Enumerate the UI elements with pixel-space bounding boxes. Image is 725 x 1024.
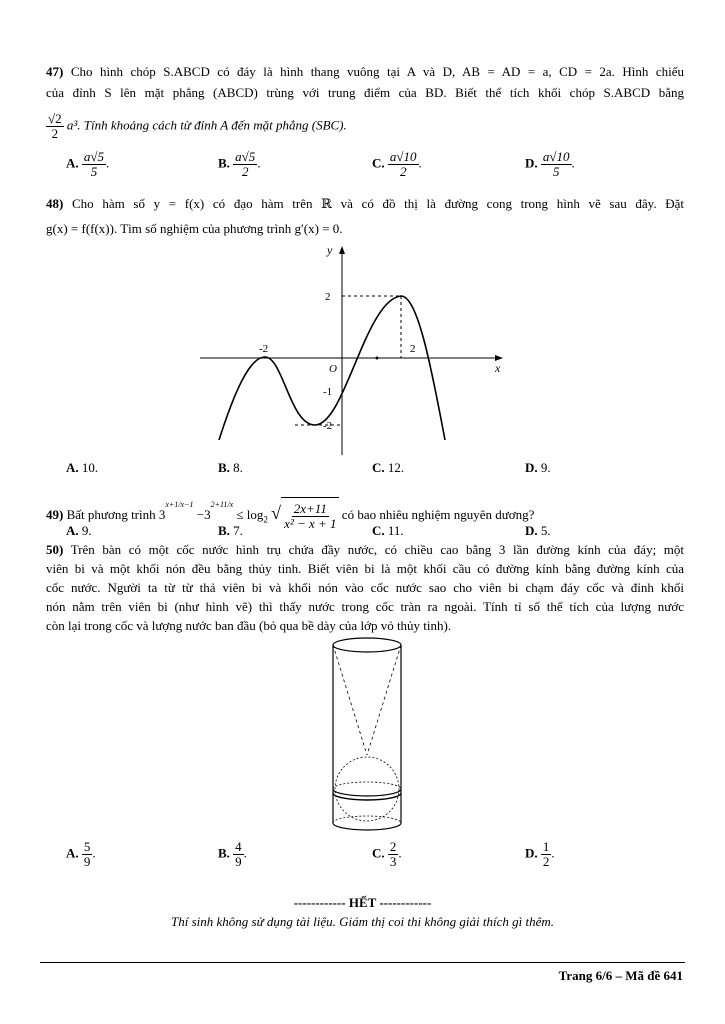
q50-option-a-den: 9 bbox=[83, 854, 91, 869]
q50-option-d[interactable]: D. $\frac{1}{2}$ . bbox=[525, 839, 555, 869]
q48-option-c-value: 12. bbox=[387, 460, 405, 475]
q50-option-c-num: 2 bbox=[389, 839, 397, 854]
q50-option-d-label: D. bbox=[525, 845, 538, 861]
q50-option-a-label: A. bbox=[66, 845, 79, 861]
q47-line3 bbox=[46, 112, 684, 141]
q50-option-b-den: 9 bbox=[235, 854, 242, 869]
q47-line2 bbox=[46, 83, 684, 102]
q47-option-d-num: a√10 bbox=[542, 149, 570, 164]
graph-origin-label: O bbox=[329, 363, 337, 375]
q47-option-b-label: B. bbox=[218, 155, 230, 171]
water-line-front bbox=[333, 789, 401, 796]
q48-option-d[interactable] bbox=[525, 460, 551, 476]
q50-option-d-den: 2 bbox=[542, 854, 550, 869]
cylinder-bottom-back bbox=[333, 816, 401, 823]
q48-option-a[interactable] bbox=[66, 460, 98, 476]
q48-line1 bbox=[46, 194, 684, 213]
q47-option-b-num: a√5 bbox=[235, 149, 256, 164]
q50-line2 bbox=[46, 559, 684, 578]
q50-text-5: còn lại trong cốc và lượng nước ban đầu (bỏ qua bề dày của lớp vỏ thủy tinh). bbox=[46, 618, 452, 633]
q49-frac-num: 2x+11 bbox=[293, 500, 327, 516]
q48-option-c[interactable] bbox=[372, 460, 404, 476]
q49-prefix: Bất phương trình bbox=[66, 507, 156, 522]
q47-volume-fraction bbox=[46, 112, 64, 141]
q47-text-1: Cho hình chóp S.ABCD có đáy là hình thang vuông tại A và D, AB = AD = a, CD = 2a. Hình chiếu bbox=[70, 64, 684, 79]
q47-option-a-num: a√5 bbox=[83, 149, 105, 164]
graph-y-arrow bbox=[339, 246, 345, 254]
q47-option-d-label: D. bbox=[525, 155, 538, 171]
page-footer: Trang 6/6 – Mã đề 641 bbox=[558, 968, 683, 983]
graph-y-label: y bbox=[327, 243, 333, 257]
q48-graph bbox=[195, 240, 515, 460]
q48-option-a-value: 10. bbox=[81, 460, 99, 475]
q48-option-c-label: C. bbox=[372, 460, 385, 475]
cylinder-bottom bbox=[333, 823, 401, 830]
q49-frac-den: x² − x + 1 bbox=[284, 515, 337, 531]
q50-text-3: cốc nước. Người ta từ từ thả viên bi và khối nón vào cốc nước sao cho viên bi chạm đáy cốc và đỉnh khối bbox=[46, 580, 684, 595]
q48-option-a-label: A. bbox=[66, 460, 79, 475]
graph-x-label: x bbox=[495, 361, 501, 375]
cone-left bbox=[333, 645, 367, 755]
q49-number: 49) bbox=[46, 507, 64, 522]
q50-option-c-den: 3 bbox=[389, 854, 397, 869]
q48-option-d-label: D. bbox=[525, 460, 538, 475]
q48-option-b-label: B. bbox=[218, 460, 230, 475]
q48-option-d-value: 9. bbox=[540, 460, 551, 475]
q50-option-a[interactable]: A. $\frac{5}{9}$ . bbox=[66, 839, 96, 869]
q47-volume-den: 2 bbox=[51, 126, 59, 141]
q50-text-4: nón nằm trên viên bi (như hình vẽ) thì thấy nước trong cốc tràn ra ngoài. Tính tỉ số thể tích của lượng nước bbox=[46, 599, 684, 614]
graph-tick-y-neg2: -2 bbox=[323, 420, 333, 432]
q47-option-a[interactable]: A. $\frac{a√5}{5}$ . bbox=[66, 149, 110, 179]
q50-text-2: viên bi và một khối nón đều bằng thủy tinh. Biết viên bi là một khối cầu có đường kính bằng đường kính của bbox=[46, 561, 684, 576]
q48-option-b-value: 8. bbox=[233, 460, 243, 475]
q50-cylinder-figure bbox=[322, 635, 412, 835]
q49-log-base: 2 bbox=[263, 514, 268, 525]
q47-option-c-label: C. bbox=[372, 155, 385, 171]
q50-option-c[interactable]: C. $\frac{2}{3}$ . bbox=[372, 839, 402, 869]
q49-option-d-label: D. bbox=[525, 523, 538, 538]
q50-option-a-num: 5 bbox=[83, 839, 91, 854]
q50-option-d-num: 1 bbox=[542, 839, 550, 854]
sphere bbox=[335, 757, 399, 821]
q50-line4 bbox=[46, 597, 684, 616]
cone-right bbox=[367, 645, 401, 755]
q47-text-3: a³. Tính khoảng cách từ đỉnh A đến mặt phẳng (SBC). bbox=[66, 117, 347, 133]
q47-option-a-den: 5 bbox=[90, 164, 98, 179]
q49-exp2: 2+11/x bbox=[210, 500, 234, 509]
q50-line5 bbox=[46, 616, 684, 635]
q47-option-c[interactable]: C. $\frac{a√10}{2}$ . bbox=[372, 149, 422, 179]
q50-option-b[interactable]: B. $\frac{4}{9}$ . bbox=[218, 839, 247, 869]
graph-tick-x-neg2: -2 bbox=[259, 343, 269, 355]
graph-tick-y-2: 2 bbox=[325, 291, 331, 303]
q49-base1: 3 bbox=[158, 507, 166, 522]
q47-text-2: của đỉnh S lên mặt phẳng (ABCD) trùng với trung điểm của BD. Biết thể tích khối chóp S.ABCD bằng bbox=[46, 85, 684, 100]
q48-number: 48) bbox=[46, 196, 64, 211]
q50-option-b-num: 4 bbox=[235, 839, 242, 854]
q49-option-c[interactable] bbox=[372, 523, 404, 539]
q50-text-1: Trên bàn có một cốc nước hình trụ chứa đầy nước, có chiều cao bằng 3 lần đường kính của đáy; một bbox=[70, 542, 685, 557]
footer-divider bbox=[40, 962, 685, 963]
q47-number: 47) bbox=[46, 64, 64, 79]
q50-line3 bbox=[46, 578, 684, 597]
q49-option-a-label: A. bbox=[66, 523, 79, 538]
exam-note: Thí sinh không sử dụng tài liệu. Giám thị coi thi không giải thích gì thêm. bbox=[171, 914, 554, 929]
q47-option-d-den: 5 bbox=[552, 164, 560, 179]
q49-option-a-value: 9. bbox=[81, 523, 92, 538]
water-line-back bbox=[333, 782, 401, 789]
q47-option-c-den: 2 bbox=[399, 164, 407, 179]
q49-option-b-value: 7. bbox=[233, 523, 243, 538]
q49-option-b[interactable] bbox=[218, 523, 243, 539]
q49-option-b-label: B. bbox=[218, 523, 230, 538]
q48-option-b[interactable] bbox=[218, 460, 243, 476]
q50-number: 50) bbox=[46, 542, 64, 557]
q49-base2: 3 bbox=[204, 507, 211, 522]
q50-option-c-label: C. bbox=[372, 845, 385, 861]
q49-line1: 49) Bất phương trình $3^{x+1/x-1} -3^{2+11/x} \le \log_2$ √ $\frac{2x+11}{\text{x² − x + 1}}$ có bao nhiêu nghiệm nguyên dương? bbox=[46, 488, 684, 522]
q47-option-c-num: a√10 bbox=[389, 149, 417, 164]
q47-line1 bbox=[46, 62, 684, 81]
q49-option-d[interactable] bbox=[525, 523, 551, 539]
q48-text-2: g(x) = f(f(x)). Tìm số nghiệm của phương trình g′(x) = 0. bbox=[46, 221, 343, 236]
q49-minus: − bbox=[196, 507, 205, 522]
q47-option-b-den: 2 bbox=[241, 164, 249, 179]
end-marker: ------------ HẾT ------------ bbox=[293, 895, 432, 910]
graph-x-mark bbox=[376, 357, 379, 360]
graph-tick-y-neg1: -1 bbox=[323, 386, 333, 398]
q49-exp1: x+1/x−1 bbox=[165, 500, 194, 509]
q49-le: ≤ log bbox=[236, 507, 264, 522]
graph-tick-x-2: 2 bbox=[410, 343, 416, 355]
q49-option-d-value: 5. bbox=[540, 523, 551, 538]
cylinder-top bbox=[333, 638, 401, 652]
q47-option-a-label: A. bbox=[66, 155, 79, 171]
q50-option-b-label: B. bbox=[218, 845, 230, 861]
q47-option-b[interactable]: B. $\frac{a√5}{2}$ . bbox=[218, 149, 261, 179]
q47-volume-num: √2 bbox=[48, 111, 62, 126]
q48-text-1: Cho hàm số y = f(x) có đạo hàm trên ℝ và có đồ thị là đường cong trong hình vẽ sau đây. Đặt bbox=[72, 196, 684, 211]
q49-option-c-label: C. bbox=[372, 523, 385, 538]
q50-line1 bbox=[46, 540, 684, 559]
q49-suffix: có bao nhiêu nghiệm nguyên dương? bbox=[341, 507, 535, 522]
q48-line2 bbox=[46, 219, 684, 238]
q47-option-d[interactable]: D. $\frac{a√10}{5}$ . bbox=[525, 149, 575, 179]
q49-option-c-value: 11. bbox=[387, 523, 404, 538]
q49-option-a[interactable] bbox=[66, 523, 92, 539]
